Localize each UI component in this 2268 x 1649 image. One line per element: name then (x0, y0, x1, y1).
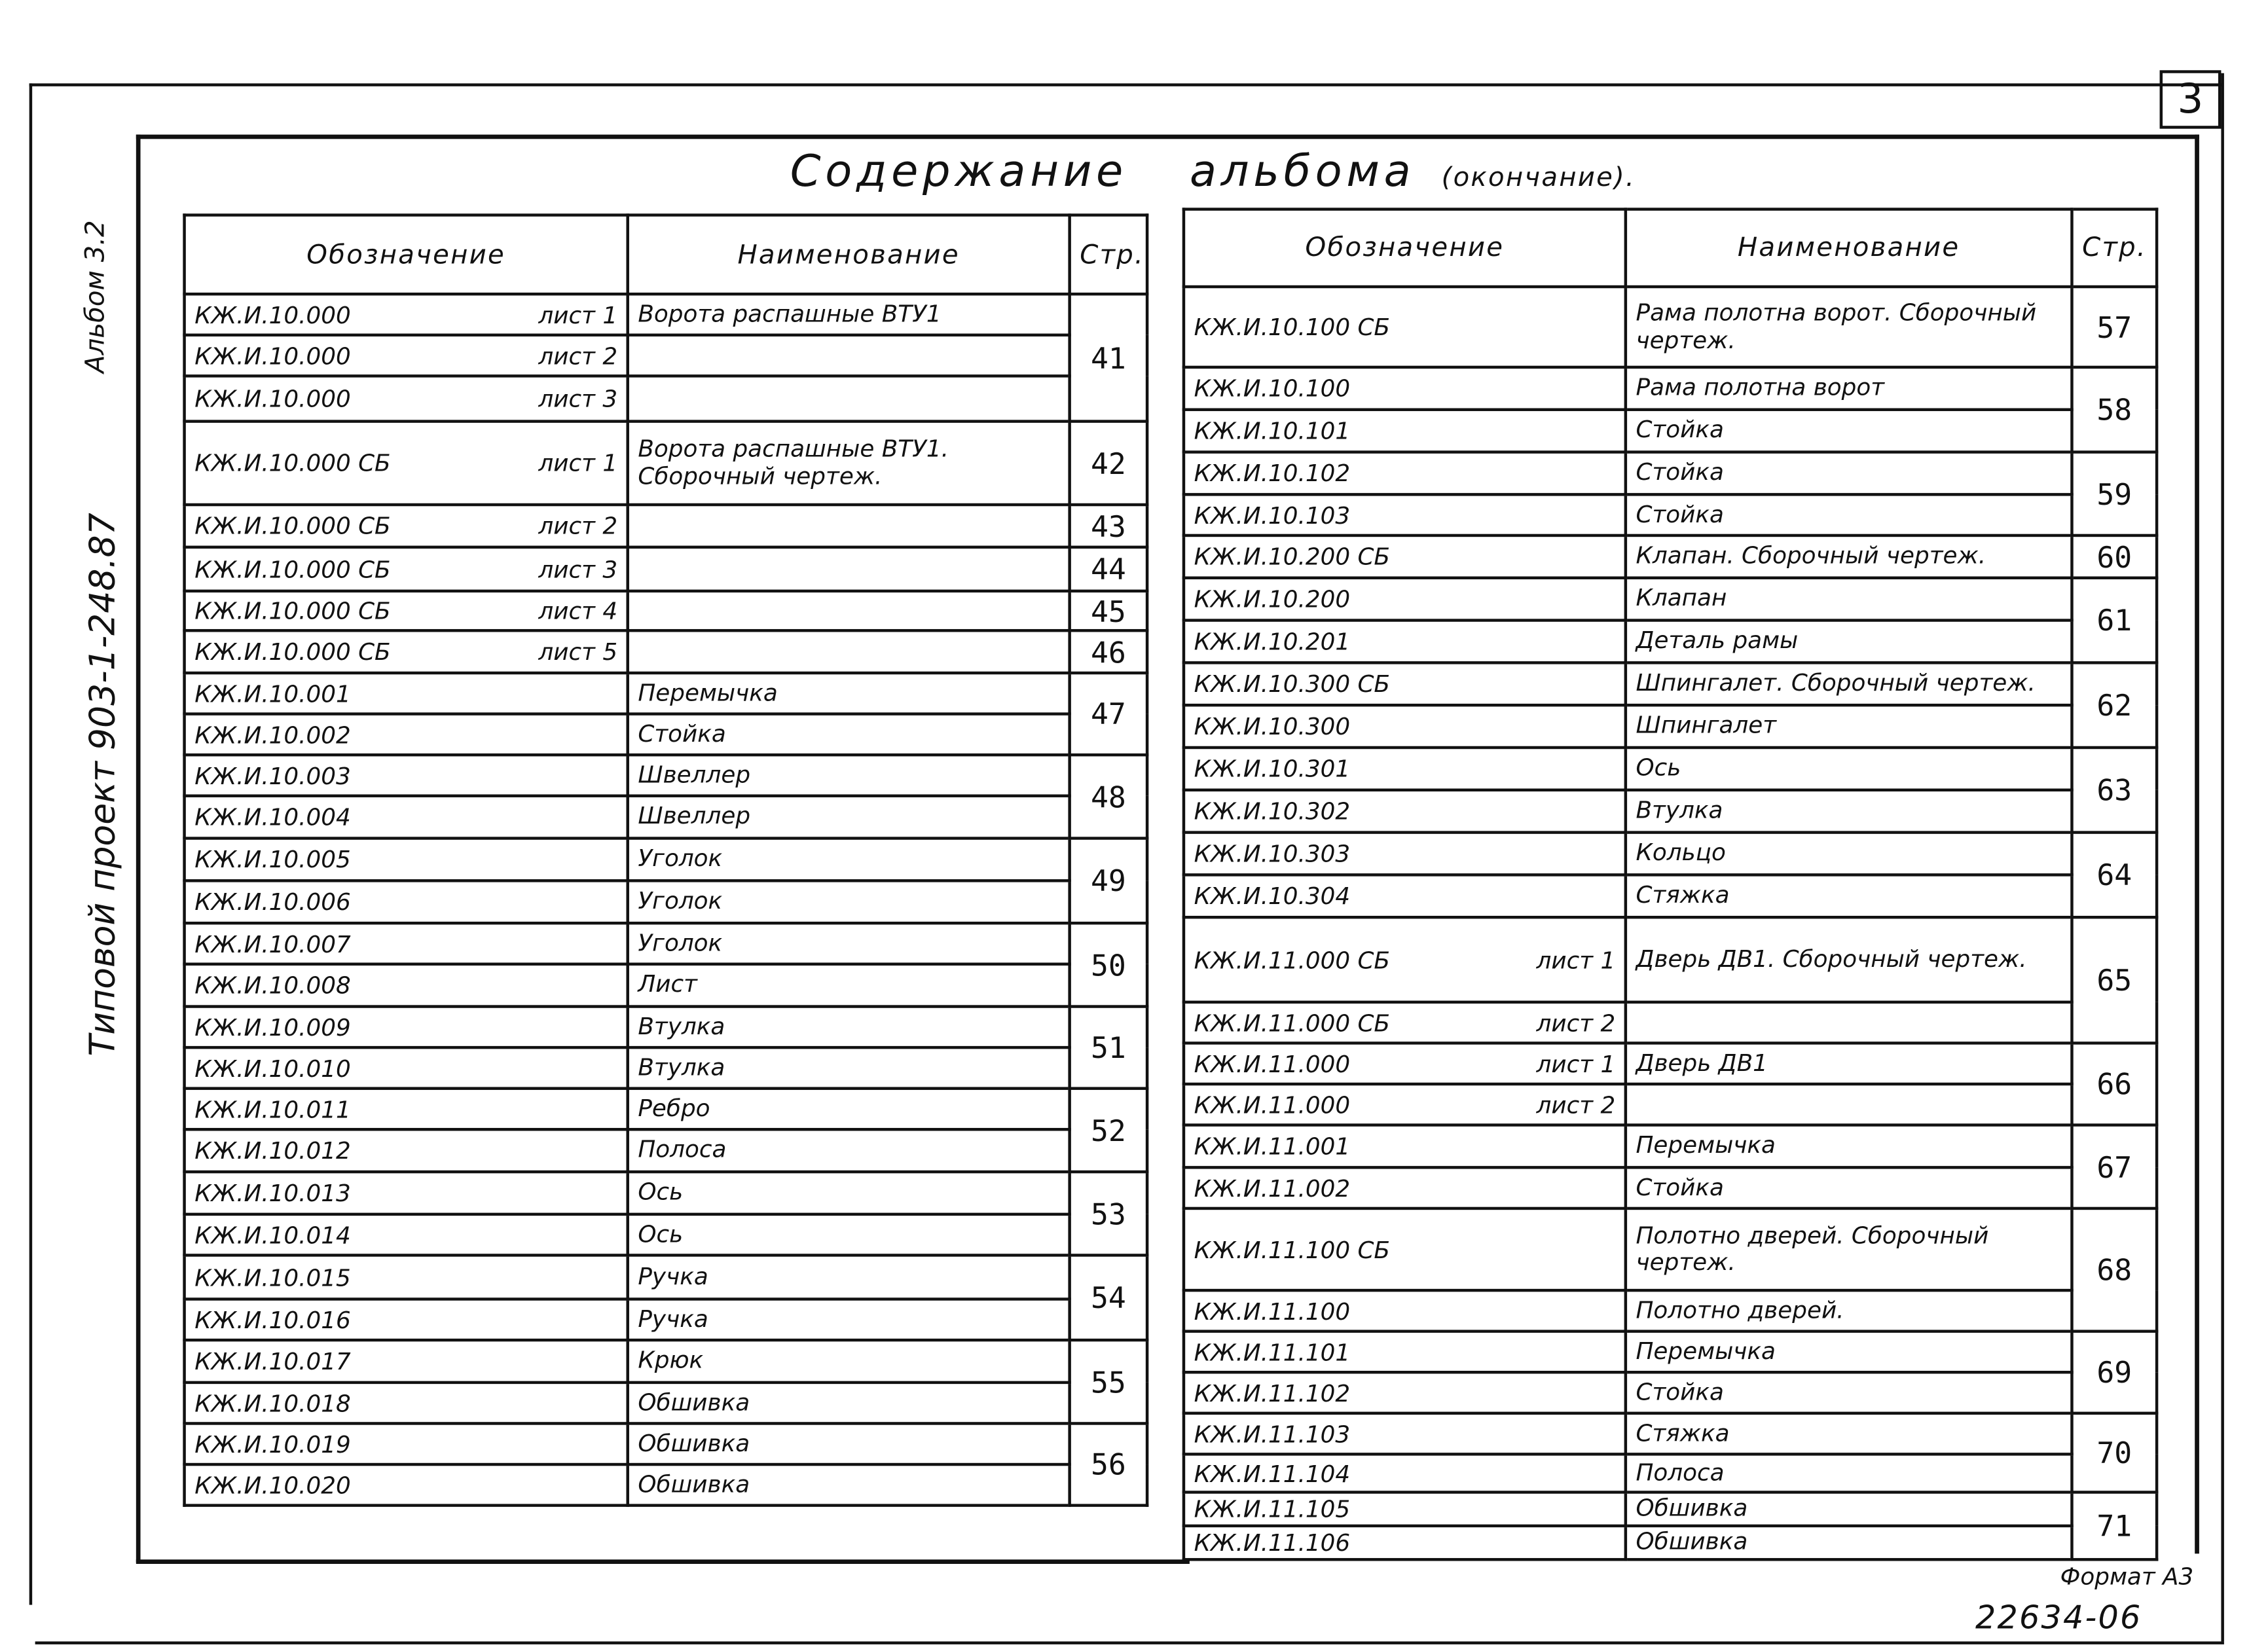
code-cell (1184, 1084, 1626, 1125)
designation: КЖ.И.10.303 (1194, 839, 1351, 868)
designation: КЖ.И.10.302 (1194, 797, 1351, 825)
name-cell: Клапан. Сборочный чертеж. (1626, 535, 2072, 578)
page-number: 53 (1070, 1172, 1147, 1255)
name-cell: Ось (628, 1172, 1070, 1214)
designation: КЖ.И.10.001 (194, 680, 351, 708)
code-cell (185, 1214, 628, 1256)
header-page: Стр. (2072, 209, 2157, 287)
name-cell: Ворота распашные ВТУ1 (628, 294, 1070, 335)
code-cell (1184, 833, 1626, 875)
code-cell (185, 839, 628, 881)
designation: КЖ.И.10.102 (1194, 459, 1351, 488)
name-cell (628, 505, 1070, 547)
contents-table-right (1182, 208, 2159, 1561)
table-row (1184, 1413, 2157, 1455)
code-cell (1184, 1125, 1626, 1168)
name-cell: Перемычка (628, 673, 1070, 714)
table-row (185, 673, 1147, 714)
code-cell (1184, 452, 1626, 495)
album-label: Альбом 3.2 (80, 220, 111, 373)
name-cell: Швеллер (628, 755, 1070, 796)
name-cell: Стойка (1626, 1167, 2072, 1208)
designation: КЖ.И.10.201 (1194, 627, 1351, 656)
table-row (185, 1383, 1147, 1424)
table-row (185, 923, 1147, 964)
name-cell: Втулка (628, 1007, 1070, 1048)
table-row (185, 1089, 1147, 1130)
code-cell (185, 1299, 628, 1341)
code-cell (1184, 287, 1626, 367)
name-cell: Стяжка (1626, 875, 2072, 917)
sheet-label: лист 1 (1536, 945, 1616, 974)
frame-top (136, 135, 2199, 139)
designation: КЖ.И.10.003 (194, 761, 351, 789)
page-number: 67 (2072, 1125, 2157, 1208)
designation: КЖ.И.10.000 СБ (194, 555, 391, 583)
name-cell (628, 591, 1070, 630)
name-cell: Ручка (628, 1255, 1070, 1299)
name-cell: Обшивка (1626, 1492, 2072, 1525)
name-cell (628, 376, 1070, 421)
name-cell: Кольцо (1626, 833, 2072, 875)
page-number: 59 (2072, 452, 2157, 535)
page-number: 71 (2072, 1492, 2157, 1559)
designation: КЖ.И.10.100 (1194, 374, 1351, 403)
designation: КЖ.И.11.000 (1194, 1091, 1351, 1119)
code-cell (1184, 1372, 1626, 1413)
designation: КЖ.И.10.300 СБ (1194, 670, 1390, 698)
designation: КЖ.И.11.102 (1194, 1379, 1351, 1407)
name-cell: Шпингалет (1626, 705, 2072, 748)
name-cell: Перемычка (1626, 1332, 2072, 1373)
name-cell: Рама полотна ворот. Сборочный чертеж. (1626, 287, 2072, 367)
page-number: 69 (2072, 1332, 2157, 1413)
code-cell (185, 796, 628, 839)
code-cell (185, 630, 628, 673)
code-cell (185, 1383, 628, 1424)
page-number: 60 (2072, 535, 2157, 578)
designation: КЖ.И.10.300 (1194, 712, 1351, 740)
table-row (1184, 1492, 2157, 1525)
code-cell (185, 1255, 628, 1299)
code-cell (185, 547, 628, 591)
designation: КЖ.И.10.000 СБ (194, 512, 391, 540)
designation: КЖ.И.10.013 (194, 1179, 351, 1207)
code-cell (185, 1129, 628, 1172)
table-row (185, 796, 1147, 839)
name-cell: Обшивка (628, 1423, 1070, 1464)
outer-border-top (29, 83, 2222, 86)
table-row (1184, 662, 2157, 705)
designation: КЖ.И.10.002 (194, 720, 351, 749)
designation: КЖ.И.11.106 (1194, 1529, 1351, 1557)
frame-right (2195, 135, 2199, 1554)
sheet-label: лист 2 (1536, 1008, 1616, 1037)
designation: КЖ.И.10.016 (194, 1305, 351, 1334)
frame-left (136, 135, 141, 1563)
table-row (185, 964, 1147, 1007)
code-cell (1184, 662, 1626, 705)
designation: КЖ.И.10.000 (194, 341, 351, 370)
designation: КЖ.И.10.005 (194, 845, 351, 874)
header-name: Наименование (1626, 209, 2072, 287)
name-cell: Ось (628, 1214, 1070, 1256)
page-title: Содержание альбома (790, 146, 1416, 198)
page-number: 42 (1070, 422, 1147, 505)
name-cell: Ворота распашные ВТУ1. Сборочный чертеж. (628, 422, 1070, 505)
table-row (185, 1007, 1147, 1048)
name-cell: Уголок (628, 880, 1070, 923)
table-row (1184, 1290, 2157, 1332)
designation: КЖ.И.10.304 (1194, 882, 1351, 911)
sheet-label: лист 1 (538, 449, 618, 477)
sheet-label: лист 3 (538, 384, 618, 413)
header-name: Наименование (628, 215, 1070, 295)
designation: КЖ.И.10.019 (194, 1430, 351, 1458)
code-cell (185, 1423, 628, 1464)
table-row (185, 1423, 1147, 1464)
outer-border-right (2221, 73, 2223, 1642)
table-row (185, 1464, 1147, 1506)
designation: КЖ.И.10.200 (1194, 585, 1351, 613)
page-title-row (790, 146, 1636, 197)
designation: КЖ.И.11.101 (1194, 1337, 1351, 1366)
name-cell: Швеллер (628, 796, 1070, 839)
name-cell (628, 630, 1070, 673)
sheet-number: 3 (2160, 70, 2222, 128)
table-row (185, 1255, 1147, 1299)
name-cell: Втулка (1626, 790, 2072, 833)
name-cell: Ось (1626, 748, 2072, 790)
page-number: 55 (1070, 1340, 1147, 1423)
table-row (185, 1299, 1147, 1341)
name-cell: Лист (628, 964, 1070, 1007)
code-cell (1184, 748, 1626, 790)
code-cell (1184, 578, 1626, 621)
table-row (1184, 367, 2157, 410)
page-number: 46 (1070, 630, 1147, 673)
code-cell (1184, 1492, 1626, 1525)
table-row (185, 1047, 1147, 1089)
page-number: 44 (1070, 547, 1147, 591)
table-row (1184, 1332, 2157, 1373)
name-cell: Стойка (1626, 452, 2072, 495)
table-row (185, 335, 1147, 376)
code-cell (185, 505, 628, 547)
designation: КЖ.И.10.009 (194, 1013, 351, 1042)
code-cell (1184, 875, 1626, 917)
code-cell (1184, 621, 1626, 663)
table-row (1184, 1372, 2157, 1413)
code-cell (1184, 790, 1626, 833)
table-row (185, 591, 1147, 630)
designation: КЖ.И.10.020 (194, 1471, 351, 1499)
code-cell (185, 755, 628, 796)
page-number: 62 (2072, 662, 2157, 748)
name-cell: Дверь ДВ1 (1626, 1043, 2072, 1084)
designation: КЖ.И.10.015 (194, 1263, 351, 1292)
designation: КЖ.И.11.000 (1194, 1049, 1351, 1078)
page-number: 48 (1070, 755, 1147, 838)
table-row (1184, 535, 2157, 578)
page-number: 64 (2072, 833, 2157, 918)
code-cell (185, 923, 628, 964)
designation: КЖ.И.11.104 (1194, 1459, 1351, 1487)
table-row (1184, 1526, 2157, 1559)
page-number: 57 (2072, 287, 2157, 367)
name-cell: Полотно дверей. (1626, 1290, 2072, 1332)
sheet-label: лист 2 (1536, 1091, 1616, 1119)
header-code: Обозначение (1184, 209, 1626, 287)
table-row (185, 1214, 1147, 1256)
name-cell (628, 335, 1070, 376)
name-cell: Обшивка (628, 1383, 1070, 1424)
designation: КЖ.И.10.101 (1194, 416, 1351, 445)
page-number: 45 (1070, 591, 1147, 630)
format-label: Формат А3 (2060, 1562, 2194, 1591)
designation: КЖ.И.10.010 (194, 1054, 351, 1082)
table-row (1184, 1125, 2157, 1168)
outer-border-bottom (35, 1641, 2224, 1644)
designation: КЖ.И.10.018 (194, 1388, 351, 1417)
code-cell (185, 673, 628, 714)
name-cell: Стойка (1626, 494, 2072, 535)
code-cell (185, 1047, 628, 1089)
code-cell (185, 714, 628, 755)
name-cell: Деталь рамы (1626, 621, 2072, 663)
table-row (1184, 748, 2157, 790)
designation: КЖ.И.10.100 СБ (1194, 313, 1390, 341)
designation: КЖ.И.11.100 СБ (1194, 1235, 1390, 1263)
name-cell: Стяжка (1626, 1413, 2072, 1455)
sheet-label: лист 2 (538, 512, 618, 540)
designation: КЖ.И.11.001 (1194, 1132, 1351, 1161)
name-cell: Ручка (628, 1299, 1070, 1341)
designation: КЖ.И.11.002 (1194, 1174, 1351, 1202)
page-number: 54 (1070, 1255, 1147, 1340)
code-cell (1184, 1208, 1626, 1290)
name-cell: Уголок (628, 923, 1070, 964)
name-cell: Стойка (1626, 1372, 2072, 1413)
name-cell: Перемычка (1626, 1125, 2072, 1168)
designation: КЖ.И.10.011 (194, 1095, 351, 1123)
frame-bottom (136, 1559, 1190, 1564)
name-cell: Клапан (1626, 578, 2072, 621)
page-number: 41 (1070, 294, 1147, 421)
inventory-number: 22634-06 (1975, 1600, 2142, 1637)
table-row (185, 422, 1147, 505)
code-cell (185, 1007, 628, 1048)
table-row (1184, 1454, 2157, 1492)
page-number: 70 (2072, 1413, 2157, 1493)
code-cell (185, 591, 628, 630)
designation: КЖ.И.11.105 (1194, 1495, 1351, 1523)
table-row (185, 376, 1147, 421)
table-row (1184, 917, 2157, 1002)
code-cell (1184, 705, 1626, 748)
name-cell: Полоса (1626, 1454, 2072, 1492)
name-cell: Шпингалет. Сборочный чертеж. (1626, 662, 2072, 705)
sheet-label: лист 1 (538, 300, 618, 329)
name-cell: Обшивка (628, 1464, 1070, 1506)
table-row (1184, 410, 2157, 452)
code-cell (185, 1340, 628, 1383)
designation: КЖ.И.10.103 (1194, 501, 1351, 529)
table-row (1184, 287, 2157, 367)
name-cell: Обшивка (1626, 1526, 2072, 1559)
page-number: 63 (2072, 748, 2157, 833)
name-cell (628, 547, 1070, 591)
table-row (1184, 833, 2157, 875)
name-cell: Рама полотна ворот (1626, 367, 2072, 410)
code-cell (1184, 1526, 1626, 1559)
table-row (185, 630, 1147, 673)
name-cell: Дверь ДВ1. Сборочный чертеж. (1626, 917, 2072, 1002)
designation: КЖ.И.10.008 (194, 971, 351, 1000)
table-row (185, 839, 1147, 881)
sheet-label: лист 5 (538, 638, 618, 666)
code-cell (1184, 1290, 1626, 1332)
designation: КЖ.И.10.017 (194, 1347, 351, 1375)
code-cell (1184, 1332, 1626, 1373)
page-number: 68 (2072, 1208, 2157, 1332)
page-number: 66 (2072, 1043, 2157, 1125)
code-cell (185, 880, 628, 923)
code-cell (1184, 1167, 1626, 1208)
table-row (1184, 621, 2157, 663)
table-row (185, 880, 1147, 923)
page-number: 52 (1070, 1089, 1147, 1172)
page-number: 58 (2072, 367, 2157, 452)
designation: КЖ.И.10.000 СБ (194, 638, 391, 666)
code-cell (185, 1172, 628, 1214)
code-cell (1184, 535, 1626, 578)
table-row (1184, 452, 2157, 495)
designation: КЖ.И.10.000 СБ (194, 449, 391, 477)
table-row (185, 505, 1147, 547)
code-cell (1184, 917, 1626, 1002)
sheet-label: лист 2 (538, 341, 618, 370)
table-row (185, 1129, 1147, 1172)
sheet-label: лист 1 (1536, 1049, 1616, 1078)
code-cell (1184, 367, 1626, 410)
code-cell (185, 1464, 628, 1506)
designation: КЖ.И.11.103 (1194, 1419, 1351, 1448)
name-cell: Полотно дверей. Сборочный чертеж. (1626, 1208, 2072, 1290)
page-number: 56 (1070, 1423, 1147, 1505)
code-cell (185, 376, 628, 421)
table-row (1184, 875, 2157, 917)
sheet-label: лист 4 (538, 596, 618, 625)
name-cell: Полоса (628, 1129, 1070, 1172)
name-cell: Втулка (628, 1047, 1070, 1089)
code-cell (185, 1089, 628, 1130)
designation: КЖ.И.10.012 (194, 1136, 351, 1165)
code-cell (1184, 494, 1626, 535)
page-number: 47 (1070, 673, 1147, 755)
header-page: Стр. (1070, 215, 1147, 295)
name-cell: Стойка (628, 714, 1070, 755)
designation: КЖ.И.10.301 (1194, 755, 1351, 783)
designation: КЖ.И.10.006 (194, 888, 351, 916)
page-number: 51 (1070, 1007, 1147, 1089)
header-code: Обозначение (185, 215, 628, 295)
table-row (1184, 1167, 2157, 1208)
code-cell (1184, 1413, 1626, 1455)
table-row (1184, 705, 2157, 748)
table-row (1184, 494, 2157, 535)
code-cell (185, 335, 628, 376)
sheet-label: лист 3 (538, 555, 618, 583)
table-row (1184, 1208, 2157, 1290)
designation: КЖ.И.11.000 СБ (1194, 945, 1390, 974)
code-cell (1184, 410, 1626, 452)
page-number: 50 (1070, 923, 1147, 1006)
designation: КЖ.И.10.004 (194, 803, 351, 831)
table-row (185, 755, 1147, 796)
page-number: 65 (2072, 917, 2157, 1043)
contents-table-left (183, 213, 1148, 1507)
table-row (185, 294, 1147, 335)
designation: КЖ.И.10.007 (194, 930, 351, 958)
code-cell (185, 964, 628, 1007)
table-row (185, 1172, 1147, 1214)
project-label: Типовой проект 903-1-248.87 (82, 513, 123, 1057)
designation: КЖ.И.10.200 СБ (1194, 543, 1390, 571)
page-title-suffix: (окончание). (1441, 162, 1636, 193)
table-row (1184, 1002, 2157, 1043)
code-cell (185, 422, 628, 505)
designation: КЖ.И.10.014 (194, 1220, 351, 1249)
name-cell (1626, 1002, 2072, 1043)
designation: КЖ.И.10.000 (194, 384, 351, 413)
table-row (1184, 1043, 2157, 1084)
designation: КЖ.И.11.100 (1194, 1297, 1351, 1325)
table-row (185, 547, 1147, 591)
name-cell: Ребро (628, 1089, 1070, 1130)
code-cell (1184, 1454, 1626, 1492)
page-number: 43 (1070, 505, 1147, 547)
page-number: 49 (1070, 839, 1147, 924)
designation: КЖ.И.11.000 СБ (1194, 1008, 1390, 1037)
table-row (1184, 578, 2157, 621)
designation: КЖ.И.10.000 (194, 300, 351, 329)
code-cell (185, 294, 628, 335)
name-cell: Стойка (1626, 410, 2072, 452)
name-cell (1626, 1084, 2072, 1125)
page-number: 61 (2072, 578, 2157, 663)
code-cell (1184, 1043, 1626, 1084)
designation: КЖ.И.10.000 СБ (194, 596, 391, 625)
outer-border-left (29, 83, 32, 1604)
table-row (1184, 1084, 2157, 1125)
table-row (185, 714, 1147, 755)
name-cell: Крюк (628, 1340, 1070, 1383)
name-cell: Уголок (628, 839, 1070, 881)
table-row (185, 1340, 1147, 1383)
code-cell (1184, 1002, 1626, 1043)
table-row (1184, 790, 2157, 833)
